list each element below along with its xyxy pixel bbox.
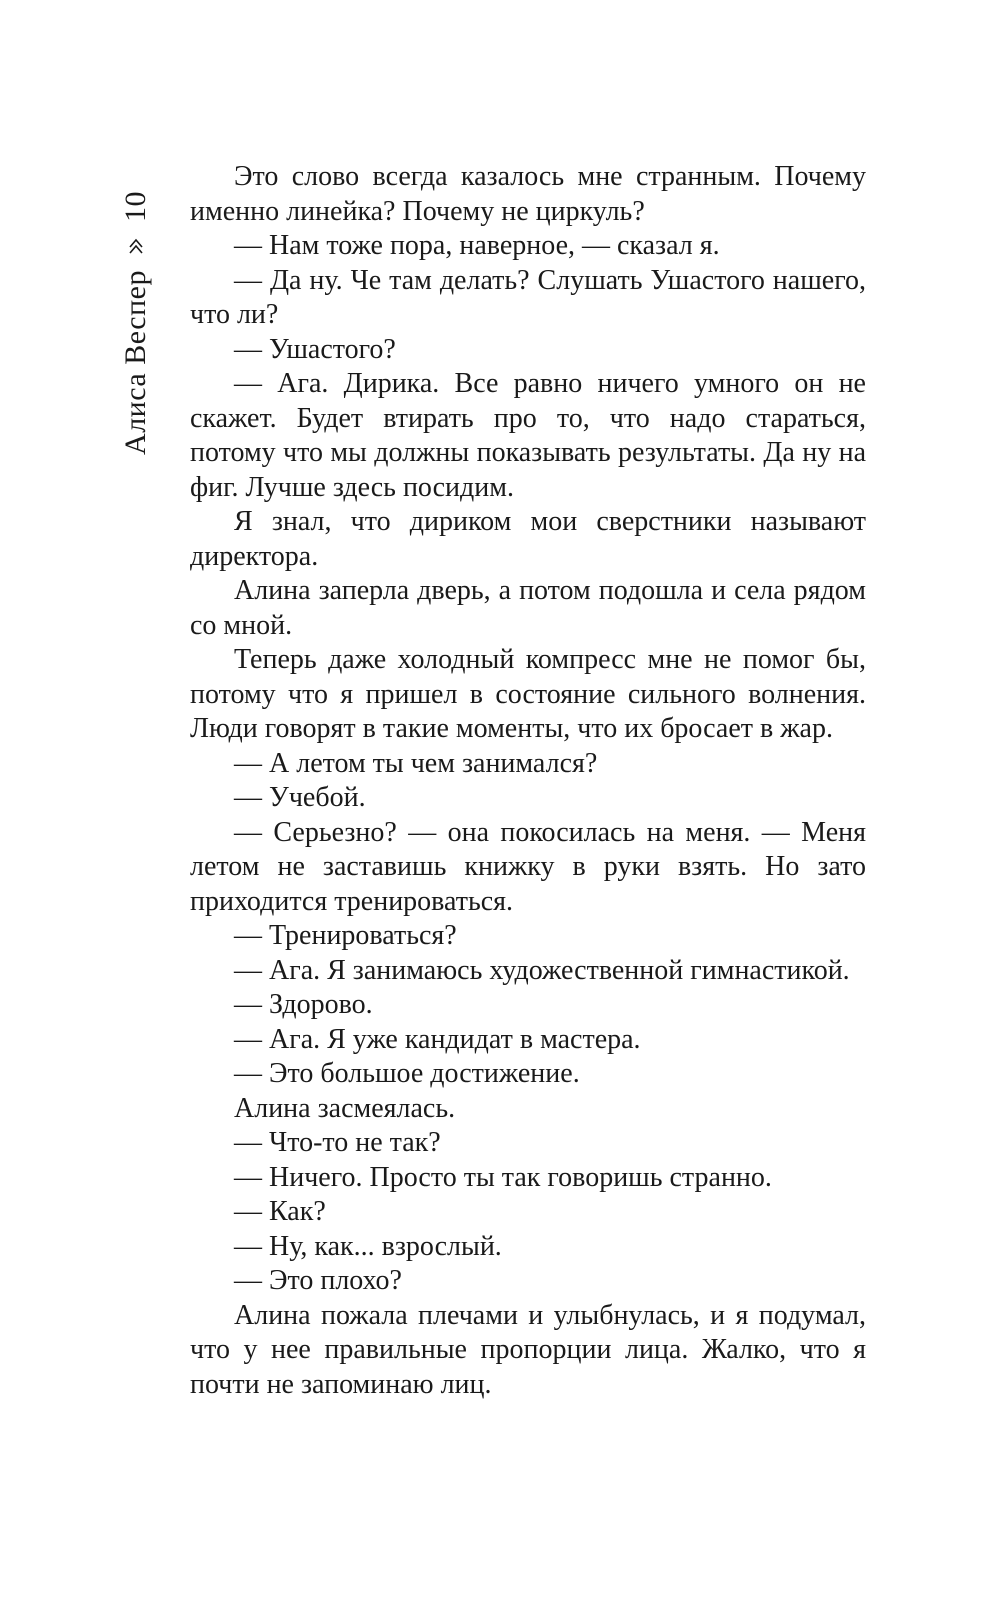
paragraph: — Здорово. xyxy=(234,989,373,1020)
paragraph: — А летом ты чем занимался? xyxy=(234,747,598,779)
paragraph: Это слово всегда казалось мне странным. Почему именно линейка? Почему не циркуль? xyxy=(190,161,866,227)
author-name: Алиса Веспер xyxy=(119,270,152,455)
running-head-text xyxy=(119,191,153,455)
paragraph: — Тренироваться? xyxy=(234,920,457,951)
body-text xyxy=(190,160,866,1402)
double-chevron-icon xyxy=(126,236,146,256)
page-number: 10 xyxy=(119,191,152,223)
paragraph: Я знал, что дириком мои сверстники называют директора. xyxy=(190,506,866,572)
paragraph: — Да ну. Че там делать? Слушать Ушастого нашего, что ли? xyxy=(190,264,866,330)
paragraph: Теперь даже холодный компресс мне не помог бы, потому что я пришел в состояние сильного волнения. Люди говорят в такие моменты, что их бросает в жар. xyxy=(190,644,866,744)
running-head xyxy=(114,168,158,478)
paragraph: — Ага. Я уже кандидат в мастера. xyxy=(234,1023,641,1055)
paragraph: — Ну, как... взрослый. xyxy=(234,1230,502,1262)
paragraph: — Серьезно? — она покосилась на меня. — Меня летом не заставишь книжку в руки взять. Но зато приходится тренироваться. xyxy=(190,816,866,917)
paragraph: — Нам тоже пора, наверное, — сказал я. xyxy=(234,230,720,261)
paragraph: Алина заперла дверь, а потом подошла и села рядом со мной. xyxy=(190,575,866,641)
paragraph: Алина засмеялась. xyxy=(234,1092,456,1124)
paragraph: — Это большое достижение. xyxy=(234,1058,580,1089)
paragraph: — Учебой. xyxy=(234,782,366,813)
paragraph: — Ага. Я занимаюсь художественной гимнастикой. xyxy=(234,954,850,986)
paragraph: — Ушастого? xyxy=(234,333,396,365)
paragraph: — Ага. Дирика. Все равно ничего умного он не скажет. Будет втирать про то, что надо стараться, потому что мы должны показывать результаты. Да ну на фиг. Лучше здесь посидим. xyxy=(190,368,866,503)
paragraph: — Это плохо? xyxy=(234,1265,402,1296)
paragraph: Алина пожала плечами и улыбнулась, и я подумал, что у нее правильные пропорции лица. Жалко, что я почти не запоминаю лиц. xyxy=(190,1299,866,1400)
paragraph: — Что-то не так? xyxy=(234,1127,441,1158)
paragraph: — Как? xyxy=(234,1196,326,1227)
paragraph: — Ничего. Просто ты так говоришь странно. xyxy=(234,1161,772,1193)
